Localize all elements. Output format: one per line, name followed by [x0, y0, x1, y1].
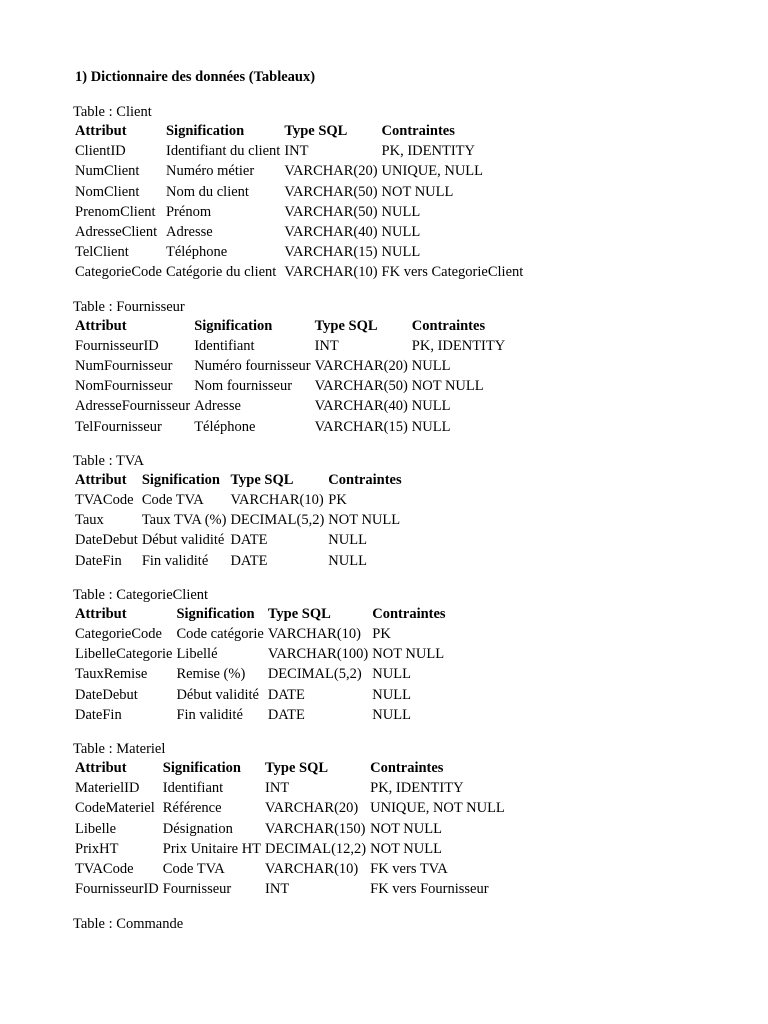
- table-cell: VARCHAR(15): [284, 244, 378, 261]
- table-row: [73, 336, 507, 356]
- table-cell: LibelleCategorie: [75, 646, 173, 663]
- table-cell: Code catégorie: [176, 626, 264, 643]
- table-cell: Nom fournisseur: [194, 378, 293, 395]
- table-cell: NULL: [372, 666, 411, 683]
- table-cell: INT: [314, 337, 339, 354]
- table-header-row: [73, 604, 448, 624]
- table-cell: UNIQUE, NOT NULL: [370, 800, 505, 817]
- table-cell: Téléphone: [194, 418, 256, 435]
- table-row: [73, 685, 448, 705]
- table-cell: NomFournisseur: [75, 378, 173, 395]
- column-header: Signification: [194, 317, 273, 334]
- table-block: [73, 452, 748, 571]
- column-header: Attribut: [75, 471, 127, 488]
- table-cell: NULL: [381, 203, 421, 220]
- table-cell: FK vers TVA: [370, 861, 448, 878]
- table-cell: DECIMAL(5,2): [230, 512, 325, 529]
- table-cell: Téléphone: [165, 244, 228, 261]
- table-row: [73, 242, 525, 262]
- table-cell: Fin validité: [176, 706, 243, 723]
- column-header: Contraintes: [328, 471, 402, 488]
- table-cell: PK: [328, 492, 347, 509]
- table-row: [73, 376, 507, 396]
- table-header-row: [73, 316, 507, 336]
- column-header: Attribut: [75, 605, 127, 622]
- table-cell: VARCHAR(10): [265, 861, 359, 878]
- table-cell: TauxRemise: [75, 666, 148, 683]
- table-block: [73, 740, 748, 899]
- column-header: Signification: [162, 760, 241, 777]
- tables-container: [73, 103, 748, 900]
- table-cell: Numéro métier: [165, 163, 255, 180]
- table-cell: Début validité: [176, 686, 259, 703]
- table-cell: VARCHAR(20): [284, 163, 378, 180]
- column-header: Type SQL: [284, 123, 348, 139]
- table-row: [73, 161, 525, 181]
- table-cell: Identifiant du client: [165, 143, 281, 160]
- table-cell: TVACode: [75, 861, 134, 878]
- table-row: [73, 664, 448, 684]
- table-row: [73, 798, 507, 818]
- table-row: [73, 396, 507, 416]
- table-cell: VARCHAR(15): [314, 418, 408, 435]
- data-dictionary-table: [73, 470, 404, 571]
- table-cell: AdresseFournisseur: [75, 398, 191, 415]
- table-cell: DECIMAL(5,2): [267, 666, 362, 683]
- table-cell: Identifiant: [162, 780, 224, 797]
- table-cell: Catégorie du client: [165, 264, 277, 281]
- table-cell: NULL: [411, 418, 451, 435]
- table-row: [73, 839, 507, 859]
- table-cell: VARCHAR(20): [265, 800, 359, 817]
- table-row: [73, 819, 507, 839]
- column-header: Signification: [176, 605, 255, 622]
- table-cell: VARCHAR(50): [284, 203, 378, 220]
- table-cell: PrixHT: [75, 840, 119, 857]
- table-cell: NULL: [381, 224, 421, 241]
- table-cell: DATE: [267, 706, 305, 723]
- table-cell: Taux: [75, 512, 104, 529]
- table-cell: Prénom: [165, 203, 212, 220]
- table-cell: Remise (%): [176, 666, 246, 683]
- table-cell: DECIMAL(12,2): [265, 840, 367, 857]
- table-cell: Fournisseur: [162, 881, 232, 898]
- table-cell: NULL: [372, 706, 411, 723]
- column-header: Attribut: [75, 760, 127, 777]
- table-cell: Code TVA: [162, 861, 225, 878]
- table-cell: TelFournisseur: [75, 418, 162, 435]
- table-cell: TVACode: [75, 492, 134, 509]
- table-cell: Adresse: [165, 224, 213, 241]
- table-cell: DateFin: [75, 706, 122, 723]
- table-cell: DATE: [230, 532, 268, 549]
- table-cell: PK, IDENTITY: [370, 780, 464, 797]
- table-cell: DateDebut: [75, 686, 138, 703]
- table-cell: Adresse: [194, 398, 241, 415]
- table-row: [73, 222, 525, 242]
- table-cell: Numéro fournisseur: [194, 358, 311, 375]
- data-dictionary-table: [73, 604, 448, 725]
- table-caption-commande: Table : Commande: [73, 915, 184, 932]
- table-row: [73, 644, 448, 664]
- table-row: [73, 551, 404, 571]
- table-cell: Taux TVA (%): [141, 512, 227, 529]
- table-cell: NULL: [328, 552, 367, 569]
- table-cell: FK vers Fournisseur: [370, 881, 489, 898]
- table-cell: DateDebut: [75, 532, 138, 549]
- table-cell: NULL: [411, 358, 451, 375]
- column-header: Signification: [141, 471, 220, 488]
- column-header: Signification: [165, 123, 245, 139]
- table-cell: Libelle: [75, 820, 117, 837]
- table-row: [73, 879, 507, 899]
- table-cell: PrenomClient: [75, 203, 156, 220]
- table-row: [73, 530, 404, 550]
- table-cell: VARCHAR(10): [267, 626, 362, 643]
- table-row: [73, 705, 448, 725]
- table-cell: NULL: [411, 398, 451, 415]
- table-row: [73, 417, 507, 437]
- table-cell: CategorieCode: [75, 264, 162, 281]
- table-cell: NOT NULL: [372, 646, 445, 663]
- table-cell: Référence: [162, 800, 222, 817]
- table-row: [73, 778, 507, 798]
- table-caption: Table : Materiel: [73, 741, 166, 758]
- table-cell: CategorieCode: [75, 626, 162, 643]
- column-header: Type SQL: [230, 471, 294, 488]
- table-header-row: [73, 758, 507, 778]
- table-cell: NumClient: [75, 163, 140, 180]
- table-cell: VARCHAR(20): [314, 358, 408, 375]
- table-block: [73, 103, 748, 283]
- column-header: Contraintes: [381, 123, 455, 139]
- table-block: [73, 586, 748, 725]
- table-cell: DateFin: [75, 552, 122, 569]
- table-cell: NOT NULL: [328, 512, 401, 529]
- table-cell: TelClient: [75, 244, 129, 261]
- table-row: [73, 356, 507, 376]
- table-block: [73, 298, 748, 437]
- data-dictionary-table: [73, 121, 525, 283]
- table-header-row: [73, 121, 525, 141]
- table-cell: Nom du client: [165, 183, 249, 200]
- table-row: [73, 624, 448, 644]
- table-cell: VARCHAR(40): [284, 224, 378, 241]
- table-cell: Code TVA: [141, 492, 204, 509]
- column-header: Attribut: [75, 317, 127, 334]
- table-cell: VARCHAR(100): [267, 646, 369, 663]
- table-cell: Fin validité: [141, 552, 209, 569]
- table-caption: Table : CategorieClient: [73, 586, 209, 603]
- table-cell: NOT NULL: [411, 378, 484, 395]
- table-cell: NOT NULL: [381, 183, 454, 200]
- table-cell: Identifiant: [194, 337, 255, 354]
- table-row: [73, 182, 525, 202]
- table-cell: FournisseurID: [75, 881, 159, 898]
- column-header: Contraintes: [411, 317, 486, 334]
- table-cell: VARCHAR(10): [230, 492, 324, 509]
- section-heading: 1) Dictionnaire des données (Tableaux): [75, 69, 316, 85]
- table-cell: FK vers CategorieClient: [381, 264, 524, 281]
- table-cell: PK, IDENTITY: [411, 337, 506, 354]
- data-dictionary-table: [73, 758, 507, 899]
- table-cell: NULL: [381, 244, 421, 261]
- table-cell: MaterielID: [75, 780, 140, 797]
- table-cell: INT: [265, 881, 290, 898]
- table-cell: FournisseurID: [75, 337, 159, 354]
- data-dictionary-table: [73, 316, 507, 437]
- table-row: [73, 202, 525, 222]
- table-row: [73, 510, 404, 530]
- table-cell: VARCHAR(40): [314, 398, 408, 415]
- table-cell: VARCHAR(50): [314, 378, 408, 395]
- column-header: Type SQL: [267, 605, 331, 622]
- table-cell: CodeMateriel: [75, 800, 155, 817]
- table-row: [73, 490, 404, 510]
- table-cell: DATE: [230, 552, 268, 569]
- table-cell: ClientID: [75, 143, 126, 160]
- table-cell: NULL: [328, 532, 367, 549]
- table-cell: VARCHAR(150): [265, 820, 366, 837]
- document-page: [73, 68, 748, 933]
- table-cell: NumFournisseur: [75, 358, 173, 375]
- table-cell: Libellé: [176, 646, 218, 663]
- table-cell: DATE: [267, 686, 305, 703]
- table-row: [73, 141, 525, 161]
- table-caption: Table : Client: [73, 104, 152, 120]
- table-cell: NOT NULL: [370, 820, 442, 837]
- column-header: Type SQL: [314, 317, 378, 334]
- table-cell: NomClient: [75, 183, 140, 200]
- table-cell: Début validité: [141, 532, 225, 549]
- table-cell: VARCHAR(50): [284, 183, 378, 200]
- table-cell: UNIQUE, NULL: [381, 163, 484, 180]
- table-cell: VARCHAR(10): [284, 264, 378, 281]
- column-header: Attribut: [75, 123, 127, 139]
- column-header: Type SQL: [265, 760, 329, 777]
- table-header-row: [73, 470, 404, 490]
- table-cell: NULL: [372, 686, 411, 703]
- table-cell: NOT NULL: [370, 840, 442, 857]
- table-cell: Désignation: [162, 820, 233, 837]
- table-cell: AdresseClient: [75, 224, 158, 241]
- table-caption: Table : Fournisseur: [73, 298, 185, 315]
- table-cell: Prix Unitaire HT: [162, 840, 262, 857]
- table-cell: INT: [265, 780, 290, 797]
- table-row: [73, 859, 507, 879]
- table-caption: Table : TVA: [73, 452, 144, 469]
- table-cell: PK, IDENTITY: [381, 143, 475, 160]
- table-row: [73, 262, 525, 282]
- table-cell: INT: [284, 143, 309, 160]
- table-cell: PK: [372, 626, 391, 643]
- column-header: Contraintes: [370, 760, 444, 777]
- column-header: Contraintes: [372, 605, 446, 622]
